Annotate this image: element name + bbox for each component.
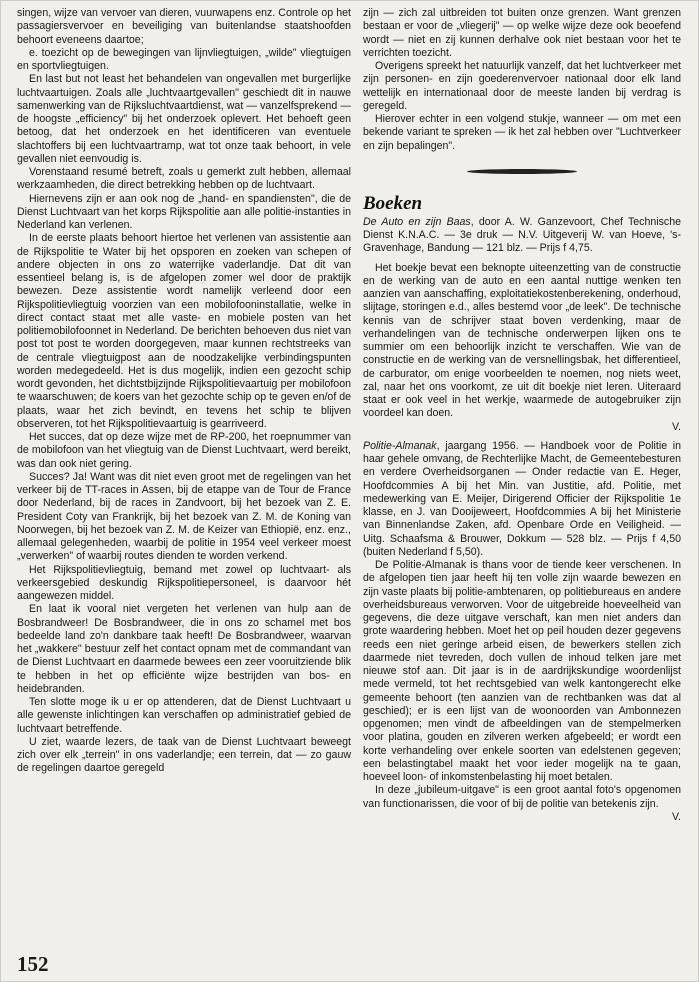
article-paragraph: Het succes, dat op deze wijze met de RP-200, het roepnummer van de mobilofoon van het vliegtuig van de Dienst Luchtvaart, werd bereikt, was dan ook niet gering. (17, 431, 351, 470)
book-review: In deze „jubileum-uitgave" is een groot aantal foto's opgenomen van functionarissen, die voor of bij de politie van betekenis zijn. (363, 784, 681, 810)
book-review: De Politie-Almanak is thans voor de tiende keer verschenen. In de afgelopen tien jaar heeft hij ten volle zijn waarde bewezen en zijn vaste plaats bij politie-ambtenaren, op politiebureaus en andere overheidsbureaus verworven. Voor de uitgebreide hoeveelheid van gegevens, die deze uitgave verschaft, kan men niet anders dan grote waardering hebben. Moet het op peil houden dezer gegevens reeds een niet geringe arbeid eisen, de bewerkers stellen zich daarmede niet tevreden, doch vullen de inhoud telken jare met nieuwe stof aan. Dit jaar is in de aardrijkskundige woordenlijst mede vermeld, tot het rechtsgebied van welk kantongerecht elke gemeente behoort (ten aanzien van de rechtbanken was dat al geschied); er is een lijst van de woonoorden van Ambonnezen opgenomen; men vindt de afbeeldingen van de stempelmerken voor platina, gouden en zilveren werken afgebeeld; er wordt een korte verhandeling over enkele soorten van edelstenen gegeven; een belastingtabel maakt het voor ieder mogelijk na te gaan, hoeveel loon- of inkomstenbelasting hij moet betalen. (363, 559, 681, 783)
article-paragraph: singen, wijze van vervoer van dieren, vuurwapens enz. Controle op het passagiersvervoer en beveiliging van buitenlandse staatshoofden behoort eveneens daartoe; (17, 7, 351, 46)
article-paragraph: Het Rijkspolitievliegtuig, bemand met zowel op luchtvaart- als verkeersgebied deskundig Rijkspolitiepersoneel, is daarvoor hét aangewezen middel. (17, 563, 351, 602)
book-review: Het boekje bevat een beknopte uiteenzetting van de constructie en de werking van de auto en een aantal nuttige wenken ten aanzien van aanschaffing, exploitatiekostenberekening, onderhoud, slijtage, storingen e.d., alles bestemd voor „de leek". De technische kennis van de schrijver staat boven verdenking, maar de verhandelingen van de technische onderwerpen lijken ons te summier om een behoorlijk inzicht te verschaffen. Wie van de constructie en de werking van de versnellingsbak, het differentieel, de carburator, om enige voorbeelden te noemen, nog niets weet, zal, naar het ons voorkomt, ze uit dit boekje niet leren. Uiteraard staat er ook veel in het werkje, waarmede de autogebruiker zijn voordeel kan doen. (363, 261, 681, 420)
article-paragraph: Ten slotte moge ik u er op attenderen, dat de Dienst Luchtvaart u alle gewenste inlichtingen kan verschaffen op administratief gebied de luchtvaart betreffende. (17, 696, 351, 735)
book-details: , door A. W. Ganzevoort, Chef Technische Dienst K.N.A.C. — 3e druk — N.V. Uitgeverij W. van Hoeve, 's-Gravenhage, Bandung — 121 blz. — Prijs f 4,75. (363, 215, 681, 255)
reviewer-initial: V. (671, 420, 681, 433)
reviewer-initial: V. (671, 810, 681, 823)
article-paragraph: Succes? Ja! Want was dit niet even groot met de regelingen van het verkeer bij de TT-races in Assen, bij de etappe van de Tour de France door Nederland, bij de races in Zandvoort, bij het bezoek van Z. E. President Coty van Frankrijk, bij het bezoek van Z. M. de Koning van Noorwegen, bij het bezoek van Z. M. de Keizer van Ethiopië, enz. enz., allemaal gelegenheden, waarbij de politie in 1954 veel verkeer moest „verwerken" of waarbij routes dienden te worden verkend. (17, 470, 351, 563)
section-divider (467, 169, 577, 174)
article-paragraph: En last but not least het behandelen van ongevallen met burgerlijke luchtvaartuigen. Zoals alle „luchtvaartgevallen" geschiedt dit in nauwe samenwerking van de Rijksluchtvaartdienst, wat — vanzelfsprekend — de hoogste „efficiency" bij het onderzoek oplevert. Het behoeft geen betoog, dat het onderzoek en het identificeren van eventuele slachtoffers bij een luchtvaartramp, wat tot onze taak behoort, in vele gevallen niet eenvoudig is. (17, 73, 351, 165)
article-paragraph: U ziet, waarde lezers, de taak van de Dienst Luchtvaart beweegt zich over elk „terrein" in ons vaderlandje; een terrein, dat — zo gauw de regelingen daartoe geregeld (17, 735, 351, 775)
section-title: Boeken (363, 192, 423, 214)
book-details: , jaargang 1956. — Handboek voor de Politie in haar gehele omvang, de Rechterlijke Macht, de Gemeentebesturen en verdere Overheidsorganen — Onder redactie van E. Heger, Hoofdcommies A bij het Min. van Justitie, afd. Politie, met medewerking van E. Meijer, Dirigerend Officier der Rijkspolitie 1e klasse, en J. van Dooijeweert, Hoofdcommies A bij het Ministerie van Binnenlandse Zaken, afd. Openbare Orde en Veiligheid. — Uitg. Schaafsma & Brouwer, Dokkum — 528 blz. — Prijs f 4,50 (buiten Nederland f 5,50). (363, 439, 681, 558)
book-title: Politie-Almanak (363, 439, 437, 452)
left-column (17, 7, 351, 776)
article-paragraph: Hierover echter in een volgend stukje, wanneer — om met een bekende variant te spreken — ik het zal hebben over "Luchtverkeer en zijn bepalingen". (363, 113, 681, 152)
book-title: De Auto en zijn Baas (363, 215, 471, 228)
book-entry (363, 440, 681, 559)
page-number: 152 (17, 952, 49, 976)
article-paragraph: Overigens spreekt het natuurlijk vanzelf, dat het luchtverkeer met zijn personen- en zijn goederenvervoer nationaal door elk land wettelijk en internationaal door de meeste landen bij verdrag is geregeld. (363, 60, 681, 112)
article-paragraph: Hiernevens zijn er aan ook nog de „hand- en spandiensten", die de Dienst Luchtvaart van het korps Rijkspolitie aan alle politie-instanties in Nederland kan verlenen. (17, 192, 351, 231)
article-paragraph: e. toezicht op de bewegingen van lijnvliegtuigen, „wilde" vliegtuigen en sportvliegtuigen. (17, 46, 351, 72)
article-paragraph: En laat ik vooral niet vergeten het verlenen van hulp aan de Bosbrandweer! De Bosbrandweer, die in ons zo schamel met bos bedeelde land zo'n dankbare taak heeft! De Bosbrandweer, waarvan het „wakkere" bestuur zelf het contact opnam met de commandant van de Dienst Luchtvaart en daarmede bewees een zeer vooruitziende blik te hebben in het op efficiënte wijze bestrijden van bos- en heidebranden. (17, 603, 351, 695)
right-column (363, 7, 681, 824)
article-paragraph: Vorenstaand resumé betreft, zoals u gemerkt zult hebben, allemaal werkzaamheden, die direct betrekking hebben op de luchtvaart. (17, 166, 351, 192)
article-paragraph: In de eerste plaats behoort hiertoe het verlenen van assistentie aan de Rijkspolitie te Water bij het opsporen en zoeken van schepen of andere objecten in ons zo waterrijke vaderlandje. Dat dit van essentieel belang is, is de afgelopen zomer wel door de praktijk bewezen. Deze assistentie wordt namelijk verleend door een Rijkspolitievliegtuig voorzien van een mobilofooninstallatie, welke in direct contact staat met alle vaste- en mobiele posten van het politiemobilofoonnet in Nederland. De berichten behoeven dus niet van post tot post te worden doorgegeven, maar kunnen rechtstreeks van de centrale vliegtuigpost aan de noodzakelijke verbindingspunten worden medegedeeld. Het is dus mogelijk, indien een gezocht schip wordt gevonden, het dichtstbijzijnde Rijkspolitievaartuig per mobilofoon te waarschuwen; de koers van het gezochte schip op te geven en/of de plaats, waar het zich bevindt, en tevens het schip te blijven observeren, tot het Rijkspolitievaartuig is gearriveerd. (17, 232, 351, 430)
article-paragraph: zijn — zich zal uitbreiden tot buiten onze grenzen. Want grenzen bestaan er voor de „vliegerij" — op welke wijze deze ook beoefend wordt — niet en zij kunnen derhalve ook niet bestaan voor het te verrichten toezicht. (363, 7, 681, 59)
book-entry (363, 216, 681, 256)
